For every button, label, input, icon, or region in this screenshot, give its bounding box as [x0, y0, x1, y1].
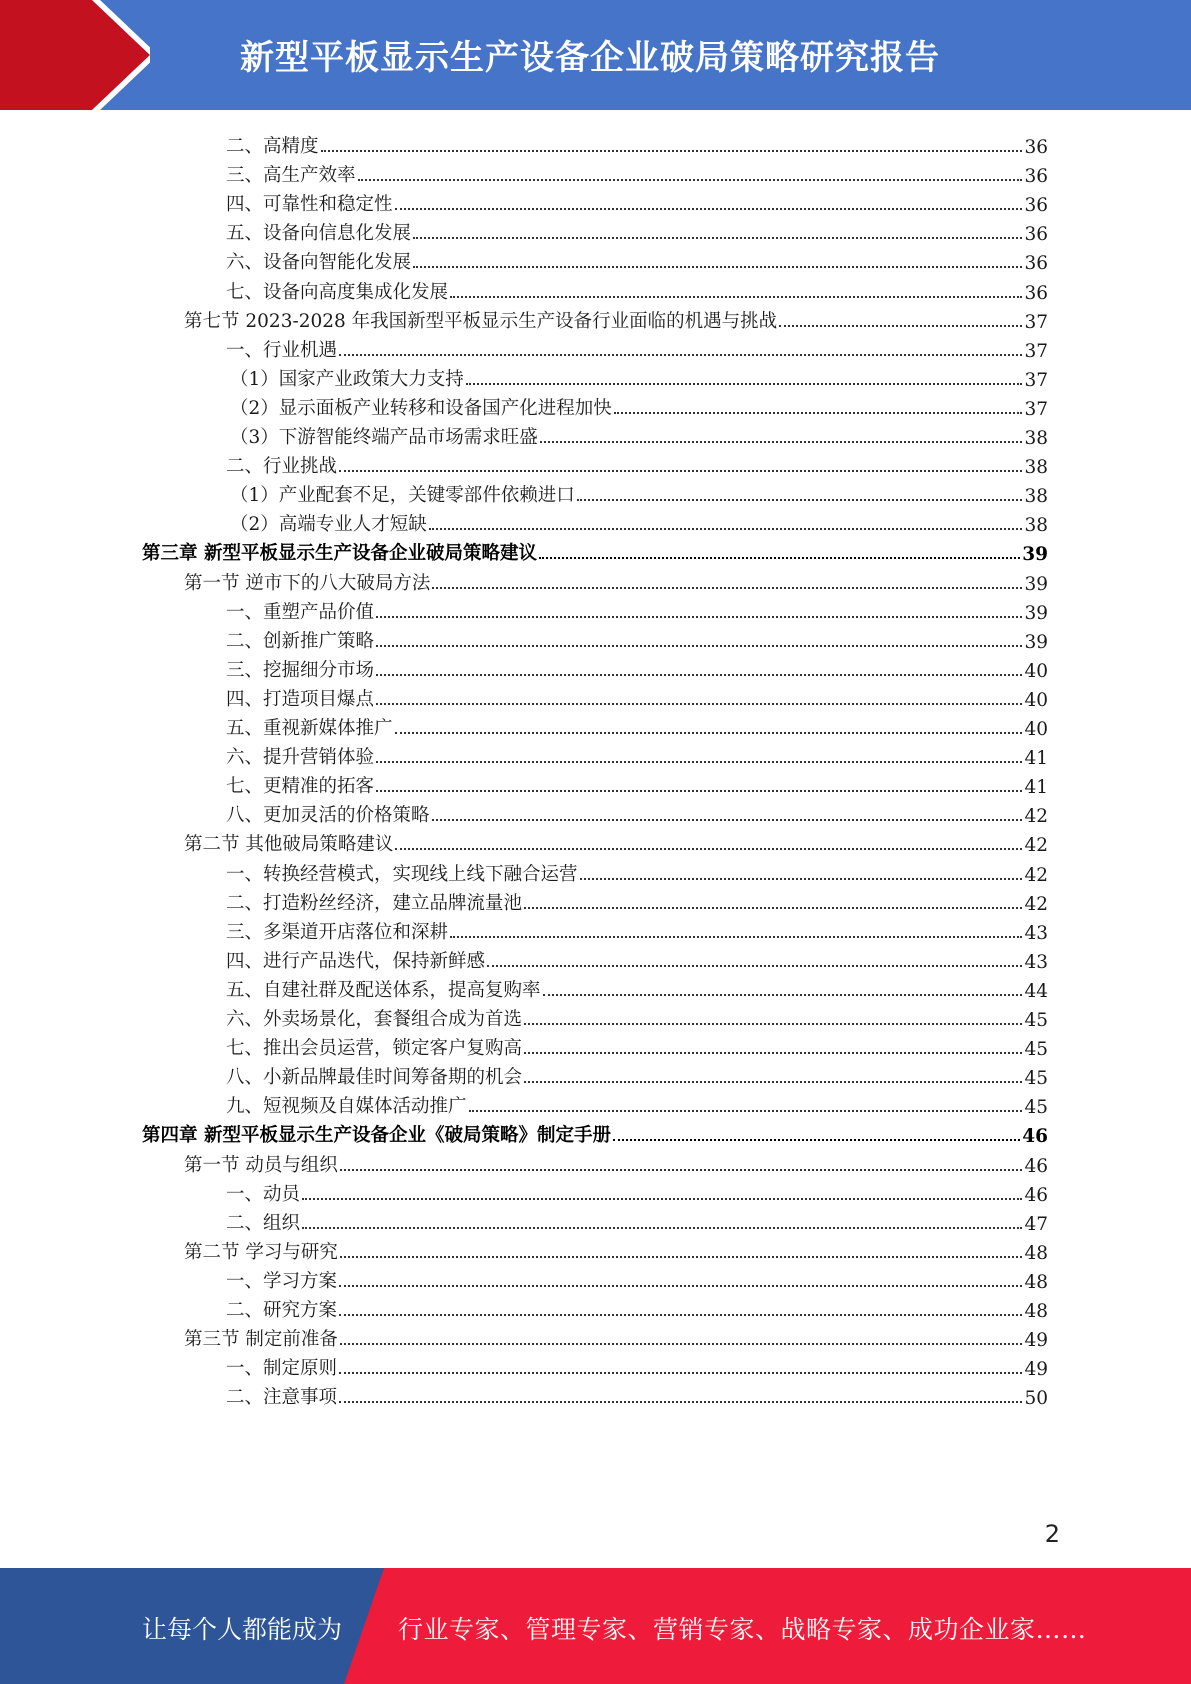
toc-entry-page: 46	[1024, 1155, 1048, 1177]
toc-entry-page: 36	[1024, 195, 1048, 217]
toc-item-row[interactable]	[226, 942, 1048, 973]
toc-dot-leader	[339, 1401, 1022, 1403]
toc-section-row[interactable]	[184, 564, 1048, 595]
toc-entry-title: 八、更加灵活的价格策略	[226, 805, 430, 827]
toc-section-row[interactable]	[184, 1233, 1048, 1264]
toc-chapter-row[interactable]	[142, 1116, 1048, 1147]
toc-entry-page: 43	[1024, 951, 1048, 973]
toc-entry-page: 38	[1024, 428, 1048, 449]
toc-chapter-row[interactable]	[142, 534, 1048, 565]
toc-entry-title: 五、重视新媒体推广	[226, 718, 393, 739]
toc-entry-page: 45	[1024, 1010, 1048, 1031]
toc-entry-page: 50	[1024, 1388, 1048, 1410]
toc-dot-leader	[339, 1372, 1022, 1374]
page-header	[0, 0, 1191, 110]
toc-entry-page: 42	[1024, 835, 1048, 857]
toc-dot-leader	[779, 325, 1022, 327]
toc-dot-leader	[450, 296, 1022, 298]
toc-entry-title: 六、提升营销体验	[226, 747, 375, 769]
toc-entry-title: 二、行业挑战	[226, 456, 338, 478]
toc-entry-title: 七、推出会员运营，锁定客户复购高	[226, 1038, 523, 1060]
toc-section-row[interactable]	[184, 1320, 1048, 1351]
toc-entry-title: 二、创新推广策略	[226, 630, 375, 652]
report-title: 新型平板显示生产设备企业破局策略研究报告	[240, 38, 940, 78]
toc-item-row[interactable]	[226, 884, 1048, 915]
toc-item-row[interactable]	[226, 243, 1048, 274]
toc-entry-page: 40	[1024, 689, 1048, 711]
toc-dot-leader	[614, 412, 1023, 414]
toc-item-row[interactable]	[226, 913, 1048, 944]
toc-item-row[interactable]	[226, 738, 1048, 769]
toc-entry-title: 第三节 制定前准备	[184, 1329, 338, 1351]
toc-dot-leader	[376, 761, 1022, 763]
toc-entry-title: 三、挖掘细分市场	[226, 659, 375, 681]
toc-entry-title: 第七节 2023-2028 年我国新型平板显示生产设备行业面临的机遇与挑战	[184, 310, 778, 332]
toc-entry-title: 二、注意事项	[226, 1387, 338, 1409]
toc-entry-page: 38	[1024, 515, 1048, 537]
page-number: 2	[1044, 1520, 1060, 1548]
toc-entry-page: 39	[1022, 544, 1048, 566]
toc-dot-leader	[339, 1285, 1022, 1287]
toc-entry-title: 第一节 逆市下的八大破局方法	[184, 572, 431, 594]
toc-dot-leader	[376, 616, 1022, 618]
toc-entry-page: 39	[1024, 631, 1048, 653]
toc-dot-leader	[540, 441, 1023, 443]
toc-entry-page: 49	[1024, 1359, 1048, 1381]
toc-item-row[interactable]	[226, 185, 1048, 216]
toc-item-row[interactable]	[226, 796, 1048, 827]
toc-entry-page: 42	[1024, 893, 1048, 915]
toc-dot-leader	[321, 150, 1023, 152]
toc-item-row[interactable]	[226, 273, 1048, 304]
toc-entry-page: 36	[1024, 137, 1048, 158]
toc-item-row[interactable]	[230, 476, 1048, 507]
toc-entry-page: 48	[1024, 1242, 1048, 1264]
toc-entry-title: 三、高生产效率	[226, 165, 356, 187]
toc-item-row[interactable]	[226, 331, 1048, 362]
toc-entry-title: 一、行业机遇	[226, 339, 338, 361]
toc-entry-page: 40	[1024, 660, 1048, 682]
toc-entry-page: 48	[1024, 1271, 1048, 1293]
toc-entry-title: 六、外卖场景化，套餐组合成为首选	[226, 1009, 523, 1030]
toc-entry-title: 七、更精准的拓客	[226, 776, 375, 798]
toc-entry-title: （2）高端专业人才短缺	[230, 514, 427, 536]
toc-item-row[interactable]	[226, 127, 1048, 158]
toc-dot-leader	[302, 1198, 1022, 1200]
toc-entry-title: 一、重塑产品价值	[226, 601, 375, 623]
toc-dot-leader	[395, 848, 1022, 850]
toc-section-row[interactable]	[184, 1146, 1048, 1177]
toc-item-row[interactable]	[230, 418, 1048, 449]
toc-entry-title: 二、研究方案	[226, 1300, 338, 1321]
toc-dot-leader	[524, 1081, 1022, 1083]
toc-entry-page: 47	[1024, 1213, 1048, 1235]
toc-item-row[interactable]	[226, 1291, 1048, 1322]
toc-dot-leader	[376, 703, 1022, 705]
toc-dot-leader	[395, 208, 1023, 210]
toc-dot-leader	[432, 819, 1023, 821]
toc-section-row[interactable]	[184, 302, 1048, 333]
toc-entry-title: 第四章 新型平板显示生产设备企业《破局策略》制定手册	[142, 1125, 611, 1147]
toc-dot-leader	[539, 557, 1020, 559]
toc-entry-title: （2）显示面板产业转移和设备国产化进程加快	[230, 397, 612, 419]
toc-entry-title: 第一节 动员与组织	[184, 1154, 338, 1176]
toc-entry-page: 40	[1024, 719, 1048, 740]
toc-entry-title: （1）产业配套不足，关键零部件依赖进口	[230, 485, 575, 507]
toc-item-row[interactable]	[230, 360, 1048, 391]
toc-entry-page: 39	[1024, 602, 1048, 624]
toc-item-row[interactable]	[226, 1349, 1048, 1380]
toc-entry-page: 46	[1024, 1184, 1048, 1206]
toc-entry-title: （3）下游智能终端产品市场需求旺盛	[230, 427, 538, 448]
toc-entry-title: 第二节 其他破局策略建议	[184, 834, 394, 856]
toc-dot-leader	[432, 587, 1022, 589]
toc-entry-page: 36	[1024, 253, 1048, 275]
toc-entry-page: 45	[1024, 1068, 1048, 1090]
toc-item-row[interactable]	[226, 447, 1048, 478]
toc-entry-title: 八、小新品牌最佳时间筹备期的机会	[226, 1067, 523, 1089]
toc-entry-page: 46	[1022, 1126, 1048, 1148]
toc-entry-page: 45	[1024, 1097, 1048, 1119]
toc-dot-leader	[376, 674, 1022, 676]
toc-entry-page: 42	[1024, 864, 1048, 886]
toc-dot-leader	[613, 1139, 1020, 1141]
toc-entry-title: 七、设备向高度集成化发展	[226, 281, 449, 303]
toc-dot-leader	[524, 907, 1022, 909]
toc-entry-page: 39	[1024, 573, 1048, 595]
toc-entry-title: 三、多渠道开店落位和深耕	[226, 921, 449, 943]
toc-dot-leader	[340, 1256, 1023, 1258]
toc-item-row[interactable]	[226, 1378, 1048, 1409]
toc-entry-title: 第二节 学习与研究	[184, 1241, 338, 1263]
toc-entry-title: 六、设备向智能化发展	[226, 252, 412, 274]
toc-item-row[interactable]	[226, 709, 1048, 740]
toc-entry-page: 49	[1024, 1330, 1048, 1352]
toc-item-row[interactable]	[226, 1262, 1048, 1293]
toc-section-row[interactable]	[184, 825, 1048, 856]
footer-slogan-left: 让每个人都能成为	[142, 1615, 343, 1644]
toc-item-row[interactable]	[226, 1087, 1048, 1118]
toc-item-row[interactable]	[226, 1058, 1048, 1089]
toc-item-row[interactable]	[226, 855, 1048, 886]
toc-item-row[interactable]	[230, 505, 1048, 536]
toc-entry-page: 37	[1024, 340, 1048, 362]
toc-entry-page: 43	[1024, 922, 1048, 944]
toc-entry-page: 36	[1024, 282, 1048, 304]
toc-dot-leader	[466, 383, 1023, 385]
toc-entry-title: 第三章 新型平板显示生产设备企业破局策略建议	[142, 543, 537, 565]
toc-dot-leader	[577, 499, 1023, 501]
toc-dot-leader	[413, 266, 1022, 268]
toc-entry-page: 48	[1024, 1301, 1048, 1322]
toc-entry-title: 一、动员	[226, 1183, 301, 1205]
page-footer	[0, 1568, 1191, 1684]
toc-dot-leader	[524, 1052, 1022, 1054]
toc-entry-page: 45	[1024, 1039, 1048, 1061]
toc-dot-leader	[413, 237, 1022, 239]
toc-entry-title: （1）国家产业政策大力支持	[230, 368, 464, 390]
toc-entry-page: 44	[1024, 980, 1048, 1002]
toc-entry-page: 37	[1024, 311, 1048, 333]
toc-item-row[interactable]	[226, 971, 1048, 1002]
toc-item-row[interactable]	[226, 767, 1048, 798]
toc-entry-page: 38	[1024, 457, 1048, 479]
toc-item-row[interactable]	[226, 1000, 1048, 1031]
toc-entry-page: 37	[1024, 398, 1048, 420]
toc-entry-page: 36	[1024, 224, 1048, 246]
toc-item-row[interactable]	[226, 680, 1048, 711]
toc-dot-leader	[429, 528, 1023, 530]
toc-dot-leader	[376, 645, 1022, 647]
toc-dot-leader	[340, 1343, 1023, 1345]
header-red-arrow	[0, 0, 150, 110]
toc-entry-page: 37	[1024, 369, 1048, 391]
toc-entry-title: 一、制定原则	[226, 1358, 338, 1380]
toc-dot-leader	[524, 1023, 1022, 1025]
toc-entry-title: 五、设备向信息化发展	[226, 223, 412, 245]
toc-entry-title: 九、短视频及自媒体活动推广	[226, 1096, 467, 1118]
toc-dot-leader	[450, 936, 1022, 938]
toc-dot-leader	[469, 1110, 1023, 1112]
toc-entry-title: 一、学习方案	[226, 1270, 338, 1292]
toc-entry-page: 38	[1024, 486, 1048, 508]
toc-dot-leader	[339, 470, 1022, 472]
toc-item-row[interactable]	[226, 214, 1048, 245]
toc-entry-title: 四、进行产品迭代，保持新鲜感	[226, 950, 486, 972]
toc-item-row[interactable]	[226, 593, 1048, 624]
toc-item-row[interactable]	[230, 389, 1048, 420]
toc-dot-leader	[339, 354, 1022, 356]
toc-item-row[interactable]	[226, 156, 1048, 187]
toc-dot-leader	[340, 1169, 1023, 1171]
toc-dot-leader	[302, 1227, 1022, 1229]
toc-entry-page: 36	[1024, 166, 1048, 188]
footer-slogan-right: 行业专家、管理专家、营销专家、战略专家、成功企业家……	[398, 1615, 1087, 1644]
toc-entry-page: 41	[1024, 748, 1048, 770]
toc-entry-title: 二、打造粉丝经济，建立品牌流量池	[226, 892, 523, 914]
toc-entry-title: 四、打造项目爆点	[226, 688, 375, 710]
toc-entry-title: 四、可靠性和稳定性	[226, 194, 393, 216]
toc-dot-leader	[543, 994, 1023, 996]
toc-dot-leader	[339, 1314, 1022, 1316]
toc-entry-page: 42	[1024, 806, 1048, 828]
toc-item-row[interactable]	[226, 651, 1048, 682]
toc-dot-leader	[395, 732, 1023, 734]
toc-entry-title: 二、高精度	[226, 136, 319, 157]
toc-entry-title: 一、转换经营模式，实现线上线下融合运营	[226, 863, 578, 885]
toc-entry-title: 五、自建社群及配送体系，提高复购率	[226, 979, 541, 1001]
toc-item-row[interactable]	[226, 1204, 1048, 1235]
toc-item-row[interactable]	[226, 1175, 1048, 1206]
toc-dot-leader	[580, 878, 1023, 880]
toc-entry-title: 二、组织	[226, 1212, 301, 1234]
toc-item-row[interactable]	[226, 1029, 1048, 1060]
toc-dot-leader	[358, 179, 1023, 181]
toc-item-row[interactable]	[226, 622, 1048, 653]
toc-entry-page: 41	[1024, 777, 1048, 799]
toc-dot-leader	[487, 965, 1022, 967]
toc-dot-leader	[376, 790, 1022, 792]
